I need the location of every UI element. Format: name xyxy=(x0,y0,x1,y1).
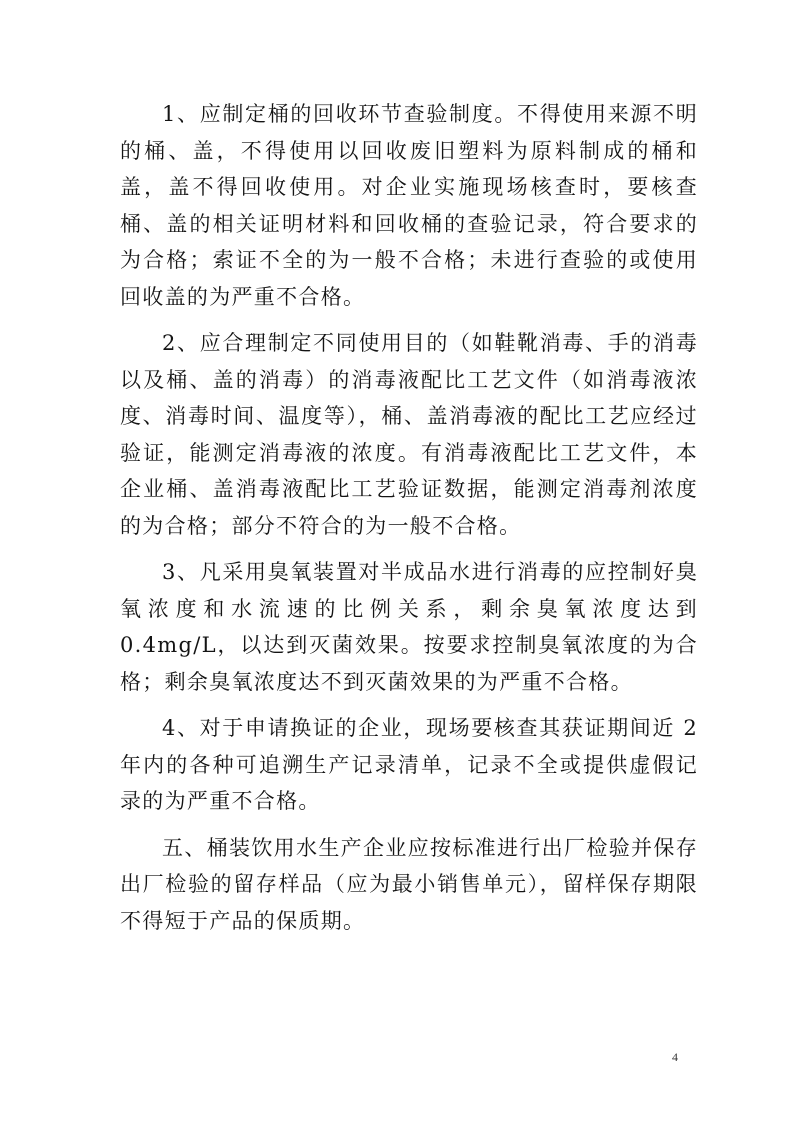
paragraph-1: 1、应制定桶的回收环节查验制度。不得使用来源不明的桶、盖，不得使用以回收废旧塑料为原料制成的桶和盖，盖不得回收使用。对企业实施现场核查时，要核查桶、盖的相关证明材料和回收桶的查验记录，符合要求的为合格；索证不全的为一般不合格；未进行查验的或使用回收盖的为严重不合格。 xyxy=(120,102,698,309)
paragraph-4: 4、对于申请换证的企业，现场要核查其获证期间近 2 年内的各种可追溯生产记录清单，记录不全或提供虚假记录的为严重不合格。 xyxy=(120,716,698,813)
document-body xyxy=(120,96,698,939)
paragraph-5: 五、桶装饮用水生产企业应按标准进行出厂检验并保存出厂检验的留存样品（应为最小销售单元），留样保存期限不得短于产品的保质期。 xyxy=(120,835,698,933)
paragraph-2: 2、应合理制定不同使用目的（如鞋靴消毒、手的消毒以及桶、盖的消毒）的消毒液配比工艺文件（如消毒液浓度、消毒时间、温度等），桶、盖消毒液的配比工艺应经过验证，能测定消毒液的浓度。有消毒液配比工艺文件，本企业桶、盖消毒液配比工艺验证数据，能测定消毒剂浓度的为合格；部分不符合的为一般不合格。 xyxy=(120,331,698,538)
page-number: 4 xyxy=(672,1050,678,1064)
paragraph-3: 3、凡采用臭氧装置对半成品水进行消毒的应控制好臭氧浓度和水流速的比例关系，剩余臭氧浓度达到 0.4mg/L，以达到灭菌效果。按要求控制臭氧浓度的为合格；剩余臭氧浓度达不到灭菌效果的为严重不合格。 xyxy=(120,560,698,694)
